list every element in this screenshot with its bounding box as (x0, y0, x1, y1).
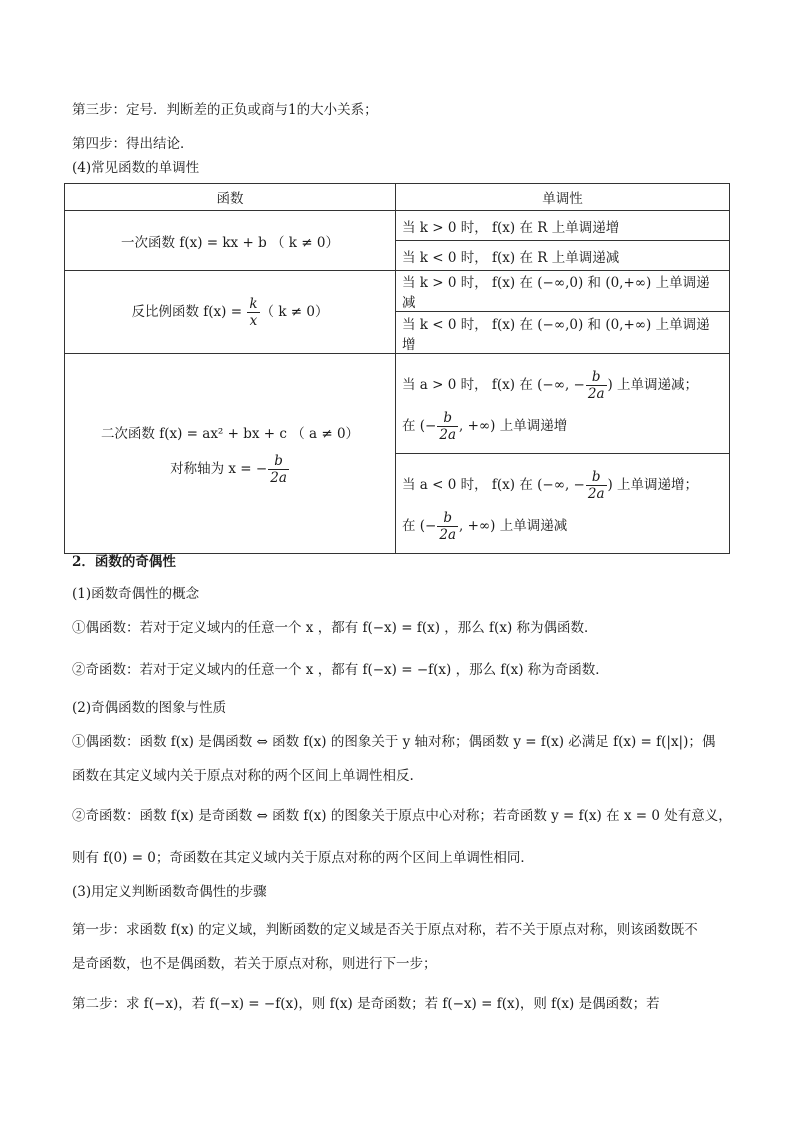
section2-title: 2．函数的奇偶性 (72, 554, 176, 570)
frac-numerator: b (437, 410, 458, 427)
quadratic-mono-a (396, 354, 730, 454)
text-post: , +∞) 上单调递增 (459, 417, 568, 434)
monotonicity-table (64, 183, 730, 554)
odd-function-definition: ②奇函数：若对于定义域内的任意一个 x ，都有 f(−x) = −f(x) ，那么 f(x) 称为奇函数． (72, 662, 609, 678)
linear-mono-1: 当 k > 0 时， f(x) 在 R 上单调递增 (396, 211, 730, 241)
frac-numerator: b (586, 369, 607, 386)
table-row (65, 211, 730, 241)
axis-pre: 对称轴为 x = − (170, 461, 268, 477)
text-post: ) 上单调递增； (607, 476, 699, 493)
even-property-line1: ①偶函数：函数 f(x) 是偶函数 ⇔ 函数 f(x) 的图象关于 y 轴对称；偶函数 y = f(x) 必满足 f(x) = f(|x|)；偶 (72, 734, 716, 750)
parity-steps-heading: (3)用定义判断函数奇偶性的步骤 (72, 884, 267, 900)
reciprocal-mono-1: 当 k > 0 时， f(x) 在 (−∞,0) 和 (0,+∞) 上单调递减 (396, 271, 730, 312)
b-over-2a-fraction (437, 510, 458, 543)
step4-text: 第四步：得出结论． (72, 136, 194, 152)
frac-numerator: b (586, 469, 607, 486)
reciprocal-function-cell (65, 271, 396, 354)
parity-concept-heading: (1)函数奇偶性的概念 (72, 586, 200, 602)
quadratic-b-line2 (402, 510, 723, 543)
text-pre: 在 (− (402, 417, 437, 434)
frac-denominator: x (249, 312, 258, 329)
table-header-row (65, 184, 730, 211)
header-monotonicity: 单调性 (396, 184, 730, 211)
reciprocal-func-post: （ k ≠ 0） (260, 303, 329, 320)
parity-graph-heading: (2)奇偶函数的图象与性质 (72, 700, 227, 716)
reciprocal-fraction (247, 296, 259, 329)
step3-text: 第三步：定号．判断差的正负或商与1的大小关系； (72, 102, 378, 118)
b-over-2a-fraction (586, 469, 607, 502)
even-function-definition: ①偶函数：若对于定义域内的任意一个 x ，都有 f(−x) = f(x) ，那么 f(x) 称为偶函数． (72, 620, 598, 636)
table-row (65, 271, 730, 312)
quadratic-a-line2 (402, 410, 723, 443)
text-pre: 当 a > 0 时， f(x) 在 (−∞, − (402, 376, 585, 393)
frac-denominator: 2a (439, 526, 457, 543)
even-property-line2: 函数在其定义域内关于原点对称的两个区间上单调性相反. (72, 768, 414, 784)
table-row (65, 354, 730, 454)
parity-step1-line2: 是奇函数，也不是偶函数，若关于原点对称，则进行下一步； (72, 956, 437, 972)
quadratic-b-line1 (402, 469, 723, 502)
subheading-monotonicity: (4)常见函数的单调性 (72, 160, 200, 176)
axis-fraction (268, 453, 289, 486)
quadratic-a-line1 (402, 369, 723, 402)
text-pre: 当 a < 0 时， f(x) 在 (−∞, − (402, 476, 585, 493)
frac-denominator: 2a (587, 485, 605, 502)
text-post: , +∞) 上单调递减 (459, 517, 568, 534)
reciprocal-mono-2: 当 k < 0 时， f(x) 在 (−∞,0) 和 (0,+∞) 上单调递增 (396, 312, 730, 354)
frac-numerator: k (249, 295, 258, 312)
quadratic-axis-line (71, 453, 389, 486)
odd-property-line2: 则有 f(0) = 0；奇函数在其定义域内关于原点对称的两个区间上单调性相同． (72, 850, 534, 866)
b-over-2a-fraction (437, 410, 458, 443)
frac-denominator: 2a (587, 385, 605, 402)
quadratic-func-line1: 二次函数 f(x) = ax² + bx + c （ a ≠ 0） (100, 426, 360, 442)
linear-function-cell: 一次函数 f(x) = kx + b （ k ≠ 0） (65, 211, 396, 271)
frac-numerator: b (437, 510, 458, 527)
text-post: ) 上单调递减； (607, 376, 699, 393)
quadratic-function-cell (65, 354, 396, 554)
odd-property-line1: ②奇函数：函数 f(x) 是奇函数 ⇔ 函数 f(x) 的图象关于原点中心对称；若奇函数 y = f(x) 在 x = 0 处有意义， (72, 808, 732, 824)
frac-numerator: b (268, 453, 289, 470)
b-over-2a-fraction (586, 369, 607, 402)
linear-mono-2: 当 k < 0 时， f(x) 在 R 上单调递减 (396, 241, 730, 271)
header-function: 函数 (65, 184, 396, 211)
parity-step1-line1: 第一步：求函数 f(x) 的定义域，判断函数的定义域是否关于原点对称，若不关于原点对称，则该函数既不 (72, 922, 698, 938)
parity-step2-line1: 第二步：求 f(−x)，若 f(−x) = −f(x)，则 f(x) 是奇函数；若 f(−x) = f(x)，则 f(x) 是偶函数；若 (72, 996, 660, 1012)
frac-denominator: 2a (439, 426, 457, 443)
text-pre: 在 (− (402, 517, 437, 534)
quadratic-mono-b (396, 454, 730, 554)
frac-denominator: 2a (270, 470, 287, 486)
reciprocal-func-pre: 反比例函数 f(x) = (131, 303, 247, 320)
